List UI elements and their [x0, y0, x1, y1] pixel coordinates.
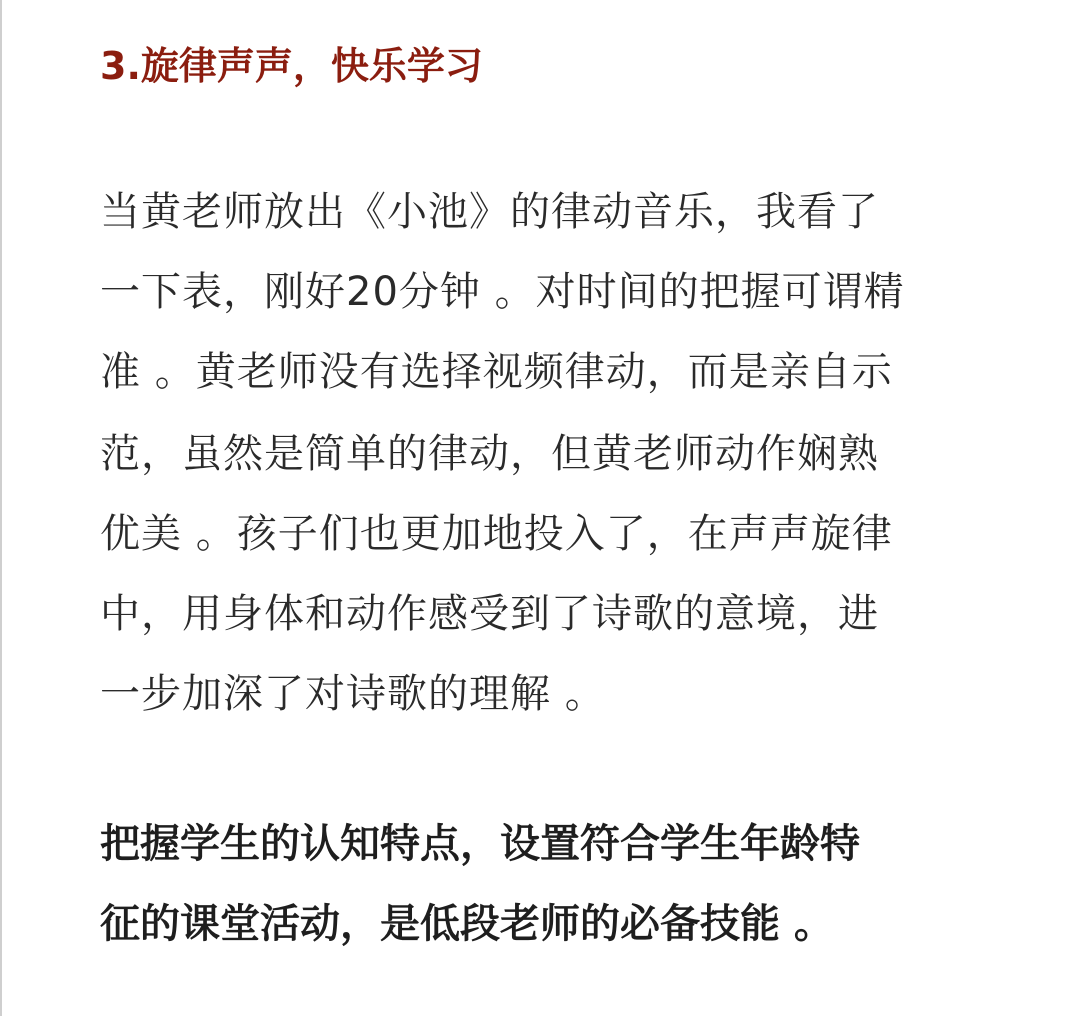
paragraph-line: 一下表，刚好20分钟 。对时间的把握可谓精 — [100, 269, 905, 315]
paragraph-line: 当黄老师放出《小池》的律动音乐，我看了 — [100, 189, 879, 235]
section-heading: 3.旋律声声，快乐学习 — [100, 44, 483, 88]
paragraph-line: 准 。黄老师没有选择视频律动，而是亲自示 — [100, 349, 893, 395]
paragraph-line: 优美 。孩子们也更加地投入了，在声声旋律 — [100, 511, 893, 557]
left-border-rule — [0, 0, 2, 1016]
paragraph-line: 范，虽然是简单的律动，但黄老师动作娴熟 — [100, 431, 879, 477]
paragraph-line: 中，用身体和动作感受到了诗歌的意境，进 — [100, 591, 879, 637]
emphasis-line: 把握学生的认知特点，设置符合学生年龄特 — [100, 821, 860, 867]
paragraph-line: 一步加深了对诗歌的理解 。 — [100, 671, 606, 717]
emphasis-line: 征的课堂活动，是低段老师的必备技能 。 — [100, 901, 834, 947]
